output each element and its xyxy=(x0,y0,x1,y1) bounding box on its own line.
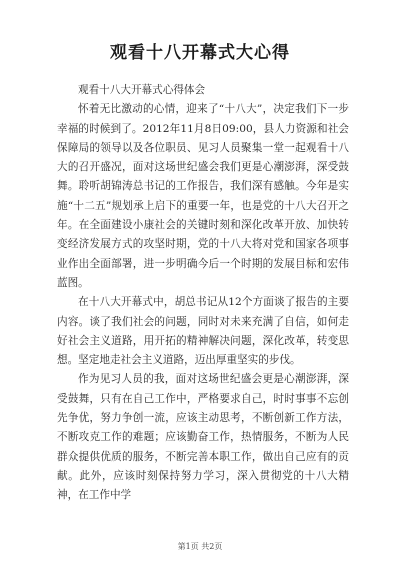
document-body xyxy=(57,81,349,506)
page-number-footer: 第1页 共2页 xyxy=(177,542,223,551)
paragraph-2: 在十八大开幕式中，胡总书记从12个方面谈了报告的主要内容。谈了我们社会的问题，同时对未来充满了自信，如何走好社会主义道路，用开拓的精神解决问题，深化改革，转变思想。坚定地走社会主义道路，迈出厚重坚实的步伐。 xyxy=(57,296,349,367)
document-title: 观看十八开幕式大心得 xyxy=(110,43,290,63)
document-subtitle: 观看十八大开幕式心得体会 xyxy=(78,84,206,96)
paragraph-3: 作为见习人员的我，面对这场世纪盛会更是心潮澎湃，深受鼓舞，只有在自己工作中，严格要求自己，时时事事不忘创先争优，努力争创一流，应该主动思考，不断创新工作方法，不断攻克工作的难题；应该勤奋工作，热情服务，不断为人民群众提供优质的服务，不断完善本职工作，做出自己应有的贡献。此外，应该时刻保持努力学习，深入贯彻党的十八大精神，在工作中学 xyxy=(57,373,349,502)
paragraph-1: 怀着无比激动的心情，迎来了“十八大”，决定我们下一步幸福的时候到了。2012年11月8日09:00，县人力资源和社会保障局的领导以及各位职员、见习人员聚集一堂一起观看十八大的召开盛况，面对这场世纪盛会我们更是心潮澎湃，深受鼓舞。聆听胡锦涛总书记的工作报告，我们深有感触。今年是实施“十二五”规划承上启下的重要一年，也是党的十八大召开之年。在全面建设小康社会的关键时刻和深化改革开放、加快转变经济发展方式的攻坚时期，党的十八大将对党和国家各项事业作出全面部署，进一步明确今后一个时期的发展目标和宏伟蓝图。 xyxy=(57,103,349,289)
